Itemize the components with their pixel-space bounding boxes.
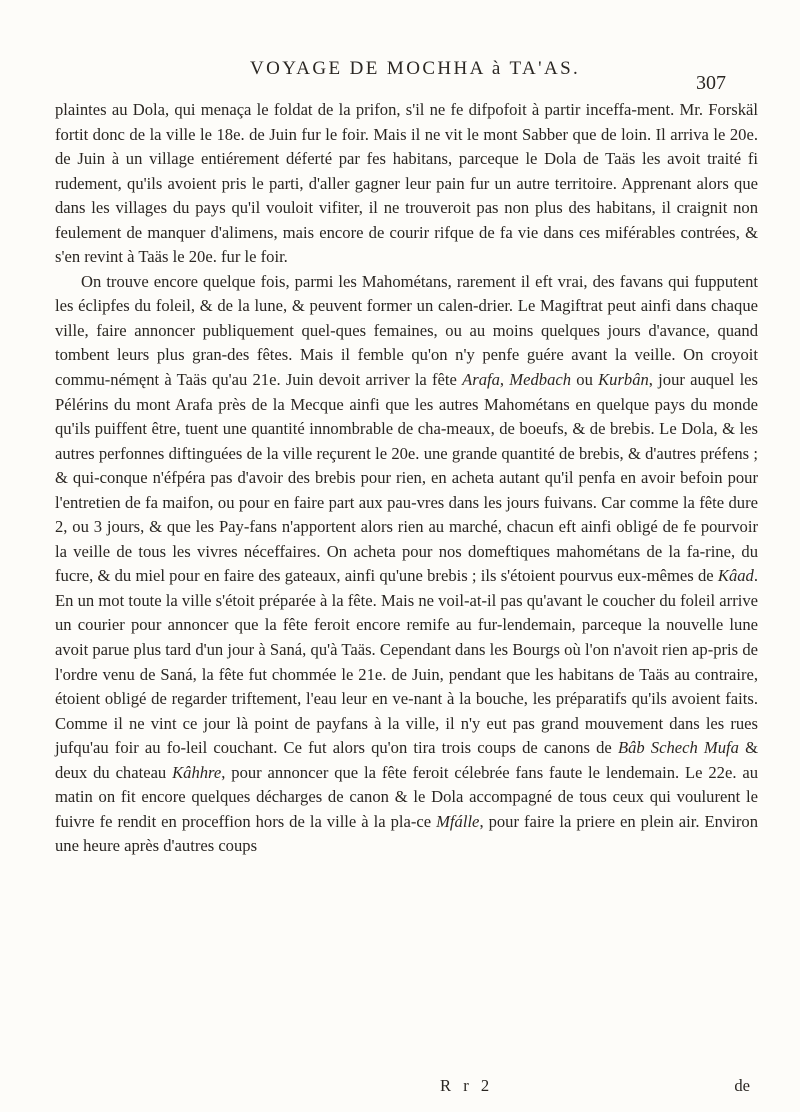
paragraph: plaintes au Dola, qui menaça le foldat de la prifon, s'il ne fe difpofoit à partir inceffa-ment. Mr. Forskäl fortit donc de la ville le 18e. de Juin fur le foir. Mais il ne vit le mont Sabber que de loin. Il arriva le 20e. de Juin à un village entiérement déferté par fes habitans, parceque le Dola de Taäs les avoit traité fi rudement, qu'ils avoient pris le parti, d'aller gagner leur pain fur un autre territoire. Apprenant alors que dans les villages du pays qu'il vouloit vifiter, il ne trouveroit pas non plus des habitans, il craignit non feulement de manquer d'alimens, mais encore de courir rifque de fa vie dans ces miférables contrées, & s'en revint à Taäs le 20e. fur le foir. (55, 100, 758, 267)
italic-term: Kâad (717, 566, 754, 586)
italic-term: Bâb Schech Mufa (617, 738, 739, 758)
paragraph (55, 270, 758, 859)
text-run: , pour annoncer que la fête feroit célebrée fans faute le lendemain. Le 22e. au matin on fit encore quelques décharges de canon & le Dola accompagné de tous ceux qui voulurent le fuivre fe rendit en proceffion hors de la ville à la pla-ce (55, 762, 758, 831)
text-run: , jour auquel les Pélérins du mont Arafa près de la Mecque ainfi que les autres Mahométans en quelque pays du monde qu'ils puiffent être, tuent une quantité innombrable de cha-meaux, de boeufs, & de brebis. Le Dola, & les autres perfonnes diftinguées de la ville reçurent le 20e. une grande quantité de brebis, & d'autres préfens ; & qui-conque n'éfpéra pas d'avoir des brebis pour rien, en acheta autant qu'il penfa en avoir befoin pour l'entretien de fa maifon, ou pour en faire part aux pau-vres dans les jours fuivans. Car comme la fête dure 2, ou 3 jours, & que les Pay-fans n'apportent alors rien au marché, chacun eft ainfi obligé de fe pourvoir la veille de tous les vivres néceffaires. On acheta pour nos domeftiques mahométans de la fa-rine, du fucre, & du miel pour en faire des gateaux, ainfi qu'une brebis ; ils s'étoient pourvus eux-mêmes de (55, 370, 758, 586)
italic-term: Kurbân (598, 370, 649, 390)
signature-mark: R r 2 (440, 1076, 494, 1095)
body-text (55, 98, 758, 859)
text-run: On trouve encore quelque fois, parmi les Mahométans, rarement il eft vrai, des favans qui fupputent les éclipfes du foleil, & de la lune, & peuvent former un calen-drier. Le Magiftrat peut ainfi dans chaque ville, faire annoncer publiquement quel-ques femaines, ou au moins quelques jours d'avance, quand tombent leurs plus gran-des fêtes. Mais il femble qu'on n'y penfe guére avant la veille. On croyoit commu-némęnt à Taäs qu'au 21e. Juin devoit arriver la fête (55, 271, 758, 390)
italic-term: Medbach (509, 370, 572, 390)
text-run: ou (571, 370, 599, 390)
text-run: & deux du chateau (55, 738, 758, 782)
italic-term: Arafa (462, 370, 500, 390)
text-run: . En un mot toute la ville s'étoit préparée à la fête. Mais ne voil-at-il pas qu'avant le coucher du foleil arrive un courier pour annoncer que la fête feroit encore remife au fur-lendemain, parceque la nouvelle lune avoit parue plus tard d'un jour à Saná, qu'à Taäs. Cependant dans les Bourgs où l'on n'avoit rien ap-pris de l'ordre venu de Saná, la fête fut chommée le 21e. de Juin, pendant que les habitans de Taäs au contraire, étoient obligé de regarder triftement, l'eau leur en ve-nant à la bouche, les préparatifs qu'ils avoient faits. Comme il ne vint ce jour là point de payfans à la ville, il n'y eut pas grand mouvement dans les rues jufqu'au foir au fo-leil couchant. Ce fut alors qu'on tira trois coups de canons de (55, 566, 758, 758)
page-footer (55, 1076, 758, 1100)
catchword: de (734, 1076, 750, 1095)
italic-term: Mfálle (436, 811, 480, 831)
page-number: 307 (696, 72, 726, 94)
text-run: , (499, 370, 510, 390)
text-run: , pour faire la priere en plein air. Environ une heure après d'autres coups (55, 811, 758, 856)
running-title: VOYAGE DE MOCHHA à TA'AS. (250, 58, 581, 79)
italic-term: Kâhhre (172, 762, 222, 782)
